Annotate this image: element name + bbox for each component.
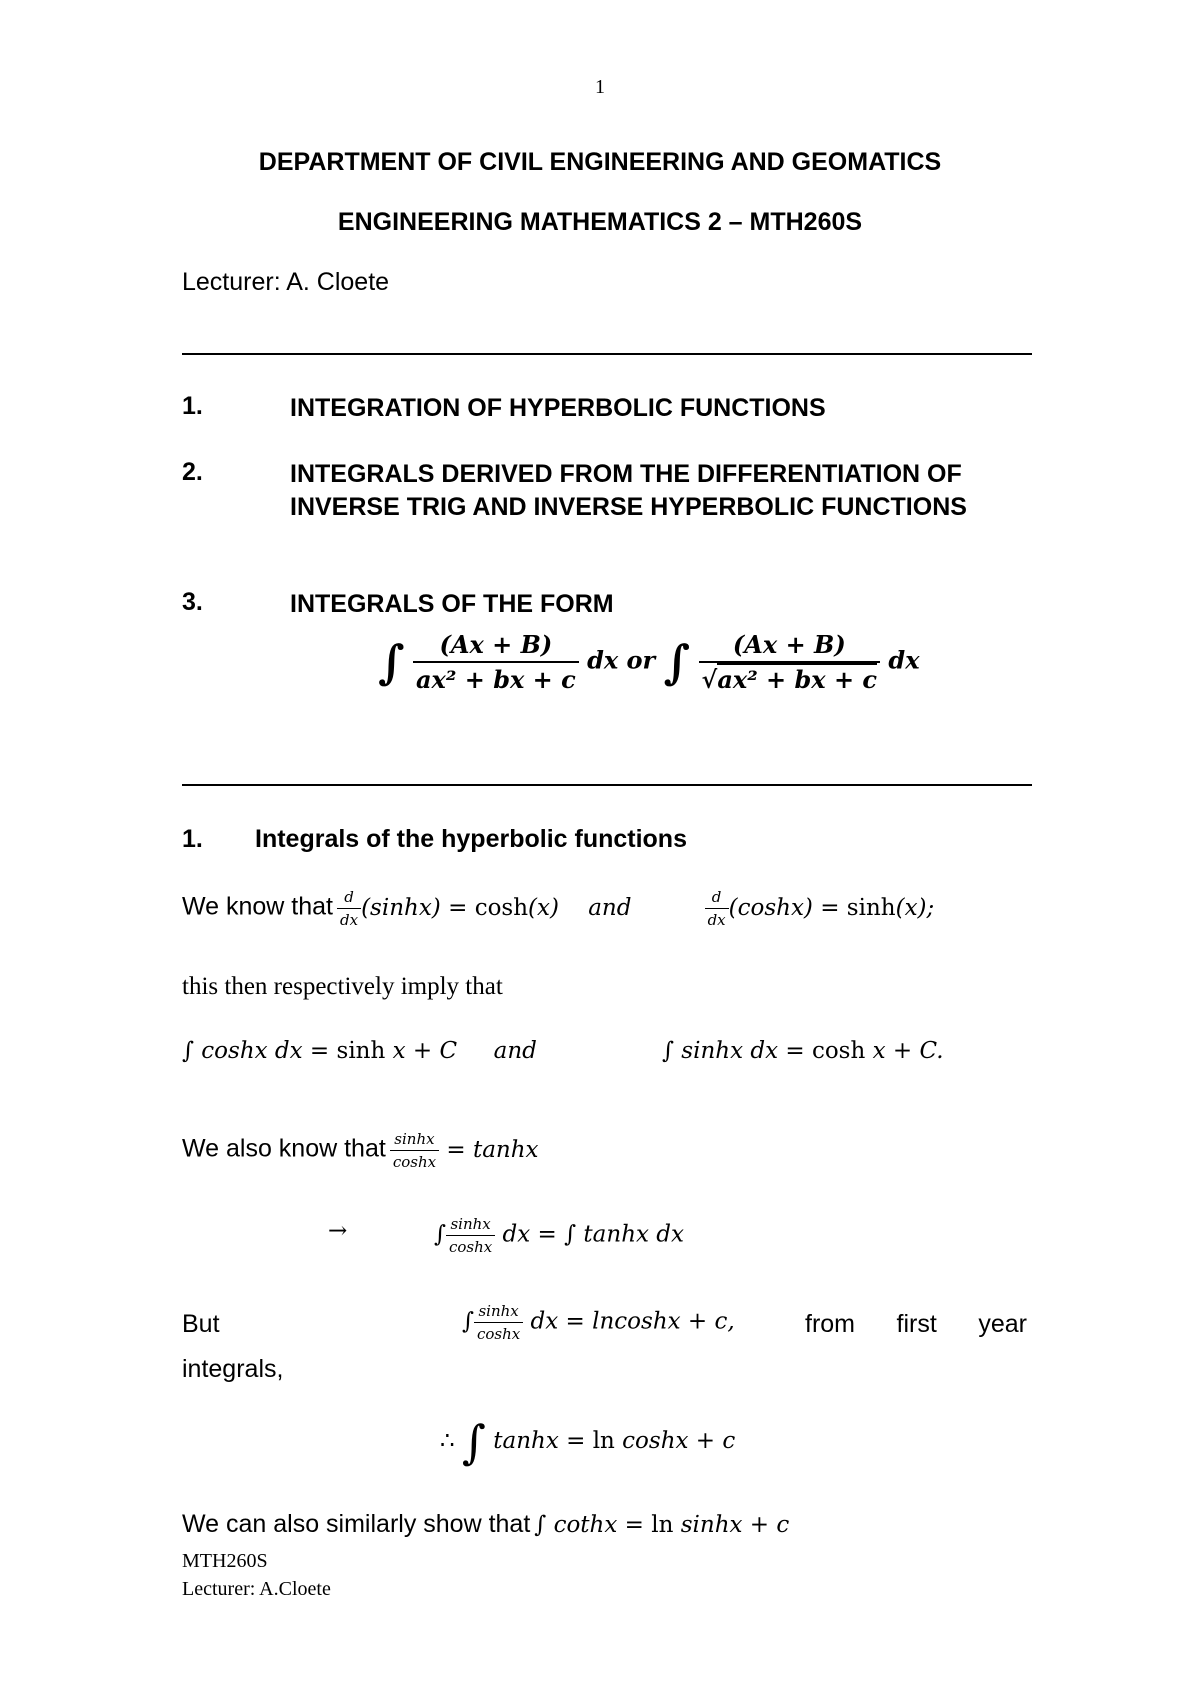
- divider-top: [182, 353, 1032, 355]
- contents-item-1-text: INTEGRATION OF HYPERBOLIC FUNCTIONS: [290, 394, 826, 422]
- form-formula: ∫ $\frac{(Ax + B)}{\text{ax² + bx + c}}$ dx or ∫ $\frac{(Ax + B)}{\text{√ax² + bx + c}}$ dx: [378, 630, 920, 694]
- coth-line: We can also similarly show that ∫ cothx = ln sinhx + c: [182, 1510, 790, 1538]
- tanh-integral: ∫ $\frac{\sinh x}{\cosh x}$ dx = ∫ tanhx dx: [434, 1215, 684, 1256]
- lecturer-line: Lecturer: A. Cloete: [182, 268, 390, 296]
- ln-cosh-integral: ∫ $\frac{\sinh x}{\cosh x}$ dx = lncoshx + c,: [462, 1302, 735, 1343]
- footer-lecturer: Lecturer: A.Cloete: [182, 1578, 331, 1600]
- course-heading: ENGINEERING MATHEMATICS 2 – MTH260S: [337, 208, 863, 236]
- arrow-symbol: →: [328, 1218, 348, 1244]
- integrals-text: integrals,: [182, 1355, 284, 1383]
- but-text: But: [182, 1310, 220, 1338]
- page-number: 1: [595, 76, 605, 98]
- contents-item-3-text: INTEGRALS OF THE FORM: [290, 590, 614, 618]
- contents-item-2-text: INTEGRALS DERIVED FROM THE DIFFERENTIATION OF INVERSE TRIG AND INVERSE HYPERBOLIC FUNCTIONS: [290, 460, 967, 521]
- therefore-result: ∴ ∫ tanhx = ln coshx + c: [440, 1415, 736, 1469]
- integral-cosh: ∫ coshx dx = sinh x + C and: [182, 1038, 537, 1064]
- from-first-year-text: from first year: [805, 1310, 1027, 1338]
- integral-sinh: ∫ sinhx dx = cosh x + C.: [662, 1038, 944, 1064]
- contents-item-2-number: 2.: [182, 458, 203, 486]
- footer-course-code: MTH260S: [182, 1550, 268, 1572]
- tanh-definition: We also know that $\frac{\sinh x}{\cosh x}$ = tanhx: [182, 1130, 539, 1171]
- form-fraction-1: $\frac{(Ax + B)}{\text{ax² + bx + c}}$: [413, 630, 579, 694]
- form-fraction-2: $\frac{(Ax + B)}{\text{√ax² + bx + c}}$: [699, 630, 881, 694]
- derivative-line: We know that $\frac{d}{dx}$ (sinhx) = cosh(x) and $\frac{d}{dx}$ (coshx) = sinh(x);: [182, 888, 935, 929]
- section-1-number: 1.: [182, 825, 203, 853]
- divider-middle: [182, 784, 1032, 786]
- section-1-title: Integrals of the hyperbolic functions: [255, 825, 687, 853]
- contents-item-3-number: 3.: [182, 588, 203, 616]
- imply-text: this then respectively imply that: [182, 973, 503, 1000]
- integral-sign: ∫: [378, 635, 405, 689]
- department-heading: DEPARTMENT OF CIVIL ENGINEERING AND GEOMATICS: [258, 148, 942, 176]
- contents-item-1-number: 1.: [182, 392, 203, 420]
- integral-sign: ∫: [663, 635, 691, 689]
